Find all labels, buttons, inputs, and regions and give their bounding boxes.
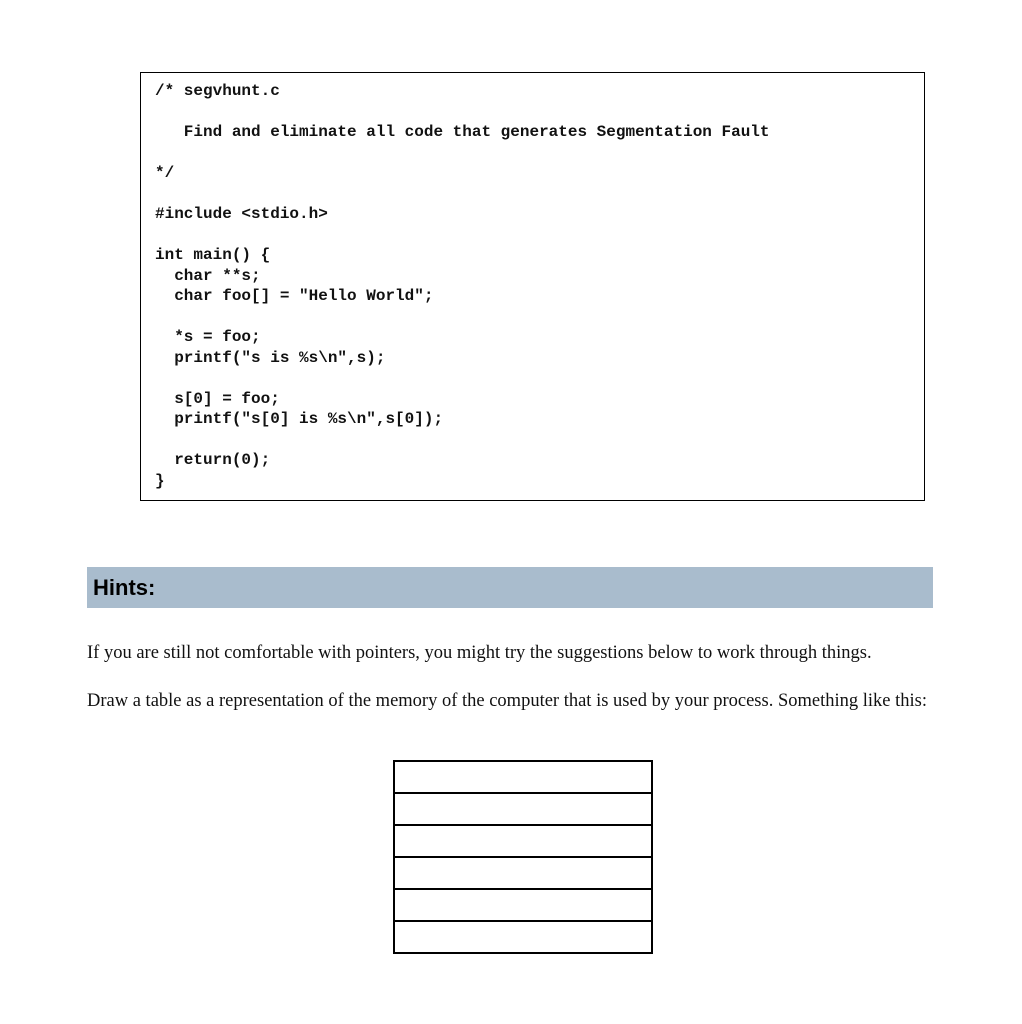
- code-line: [155, 307, 924, 328]
- memory-table: [393, 760, 653, 954]
- code-line: Find and eliminate all code that generates Segmentation Fault: [155, 123, 770, 141]
- code-line: #include <stdio.h>: [155, 205, 328, 223]
- code-line: *s = foo;: [155, 328, 261, 346]
- code-line: s[0] = foo;: [155, 389, 280, 408]
- code-line: int main() {: [155, 246, 271, 264]
- hints-title: Hints:: [93, 575, 156, 600]
- code-line: return(0);: [155, 451, 271, 469]
- hints-paragraph-1: If you are still not comfortable with pointers, you might try the suggestions below to work through things.: [87, 643, 872, 663]
- code-line: char **s;: [155, 266, 261, 285]
- hints-header: [87, 567, 933, 608]
- code-line: char foo[] = "Hello World";: [155, 287, 434, 305]
- code-line: [155, 368, 924, 389]
- memory-table-row: [395, 826, 651, 858]
- code-line: [155, 184, 924, 205]
- code-line: [155, 225, 924, 246]
- code-line: [155, 430, 924, 451]
- code-line: [155, 102, 924, 123]
- memory-table-row: [395, 922, 651, 953]
- code-line: printf("s is %s\n",s);: [155, 348, 386, 367]
- code-line: printf("s[0] is %s\n",s[0]);: [155, 410, 444, 428]
- memory-table-row: [395, 890, 651, 922]
- code-line: */: [155, 164, 175, 182]
- memory-table-row: [395, 762, 651, 794]
- code-line: }: [155, 471, 165, 490]
- hints-paragraph-2: Draw a table as a representation of the memory of the computer that is used by your process. Something like this:: [87, 691, 927, 711]
- memory-table-row: [395, 794, 651, 826]
- memory-table-row: [395, 858, 651, 890]
- code-listing: [140, 72, 925, 501]
- code-line: /* segvhunt.c: [155, 82, 280, 100]
- code-line: [155, 143, 924, 164]
